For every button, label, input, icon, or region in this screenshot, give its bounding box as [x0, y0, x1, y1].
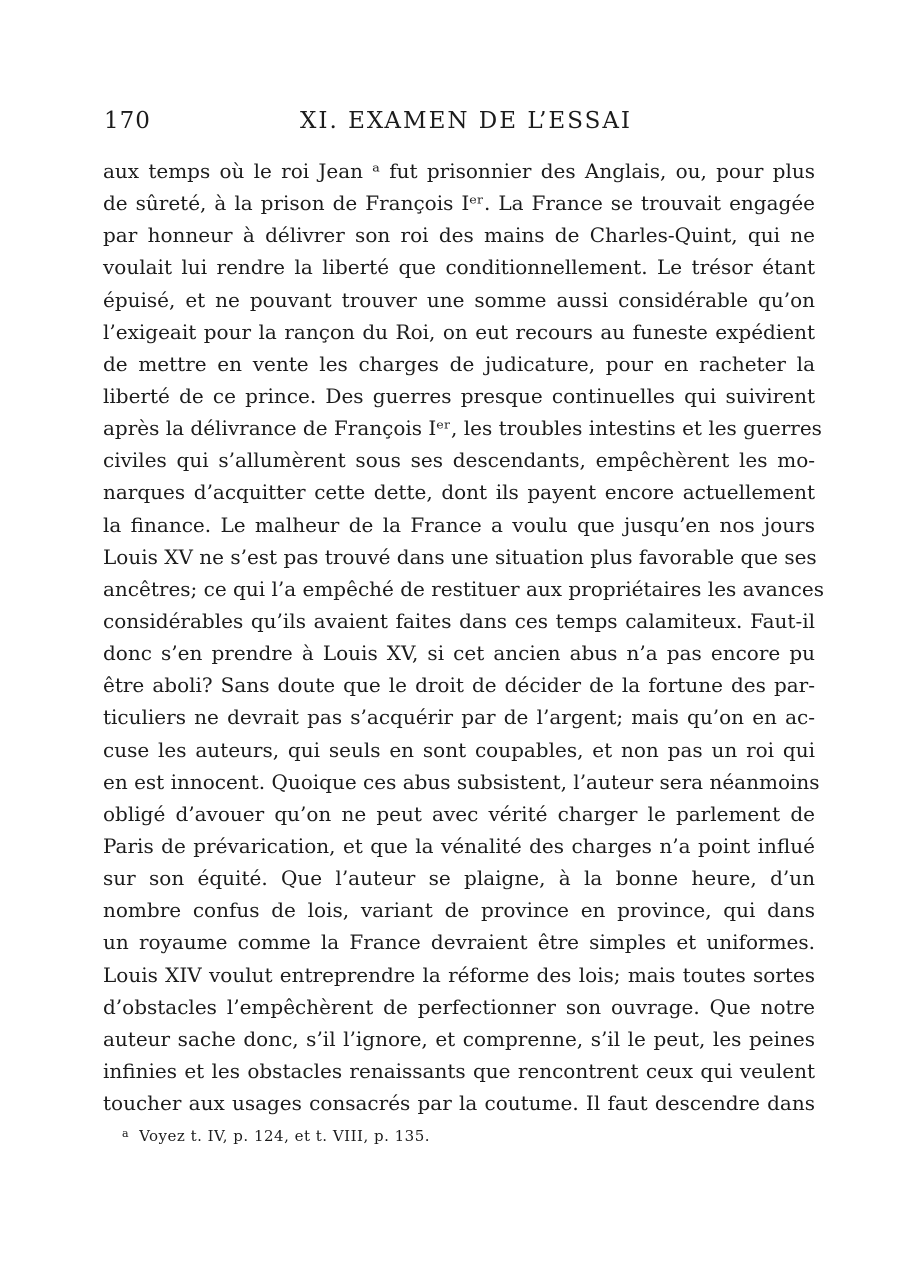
- text-line: après la délivrance de François Iᵉʳ, les troubles intestins et les guerres: [103, 416, 822, 441]
- text-line: par honneur à délivrer son roi des mains de Charles-Quint, qui ne: [103, 223, 815, 248]
- text-line: obligé d’avouer qu’on ne peut avec vérité charger le parlement de: [103, 801, 815, 826]
- text-line: narques d’acquitter cette dette, dont ils payent encore actuellement: [103, 480, 815, 505]
- footnote-text: Voyez t. IV, p. 124, et t. VIII, p. 135.: [139, 1127, 431, 1145]
- text-line: épuisé, et ne pouvant trouver une somme aussi considérable qu’on: [103, 287, 815, 312]
- body-text: [103, 155, 824, 1119]
- text-line: liberté de ce prince. Des guerres presque continuelles qui suivirent: [103, 383, 815, 408]
- text-line: en est innocent. Quoique ces abus subsistent, l’auteur sera néanmoins: [103, 769, 820, 794]
- text-line: être aboli? Sans doute que le droit de décider de la fortune des par-: [103, 673, 815, 698]
- text-line: cuse les auteurs, qui seuls en sont coupables, et non pas un roi qui: [103, 737, 815, 762]
- running-header: XI. EXAMEN DE L’ESSAI: [300, 108, 633, 134]
- text-line: civiles qui s’allumèrent sous ses descendants, empêchèrent les mo-: [103, 448, 815, 473]
- text-line: Paris de prévarication, et que la vénalité des charges n’a point influé: [103, 833, 815, 858]
- text-line: la finance. Le malheur de la France a voulu que jusqu’en nos jours: [103, 512, 815, 537]
- text-line: toucher aux usages consacrés par la coutume. Il faut descendre dans: [103, 1091, 815, 1116]
- text-line: donc s’en prendre à Louis XV, si cet ancien abus n’a pas encore pu: [103, 641, 815, 666]
- text-line: l’exigeait pour la rançon du Roi, on eut recours au funeste expédient: [103, 319, 815, 344]
- text-line: d’obstacles l’empêchèrent de perfectionner son ouvrage. Que notre: [103, 994, 815, 1019]
- text-line: considérables qu’ils avaient faites dans ces temps calamiteux. Faut-il: [103, 608, 815, 633]
- text-line: un royaume comme la France devraient être simples et uniformes.: [103, 930, 815, 955]
- text-line: de sûreté, à la prison de François Iᵉʳ. La France se trouvait engagée: [103, 191, 815, 216]
- text-line: ancêtres; ce qui l’a empêché de restituer aux propriétaires les avances: [103, 576, 824, 601]
- footnote-marker: a: [122, 1127, 130, 1140]
- text-line: voulait lui rendre la liberté que conditionnellement. Le trésor étant: [103, 255, 815, 280]
- text-line: Louis XIV voulut entreprendre la réforme des lois; mais toutes sortes: [103, 962, 815, 987]
- footnote: [122, 1127, 430, 1145]
- text-line: auteur sache donc, s’il l’ignore, et comprenne, s’il le peut, les peines: [103, 1026, 815, 1051]
- text-line: Louis XV ne s’est pas trouvé dans une situation plus favorable que ses: [103, 544, 817, 569]
- text-line: nombre confus de lois, variant de province en province, qui dans: [103, 898, 815, 923]
- text-line: sur son équité. Que l’auteur se plaigne, à la bonne heure, d’un: [103, 866, 815, 891]
- text-line: aux temps où le roi Jean ᵃ fut prisonnier des Anglais, ou, pour plus: [103, 159, 815, 183]
- text-line: de mettre en vente les charges de judicature, pour en racheter la: [103, 351, 815, 376]
- page-number: 170: [104, 108, 151, 134]
- text-line: infinies et les obstacles renaissants que rencontrent ceux qui veulent: [103, 1058, 815, 1083]
- text-line: ticuliers ne devrait pas s’acquérir par de l’argent; mais qu’on en ac-: [103, 705, 815, 730]
